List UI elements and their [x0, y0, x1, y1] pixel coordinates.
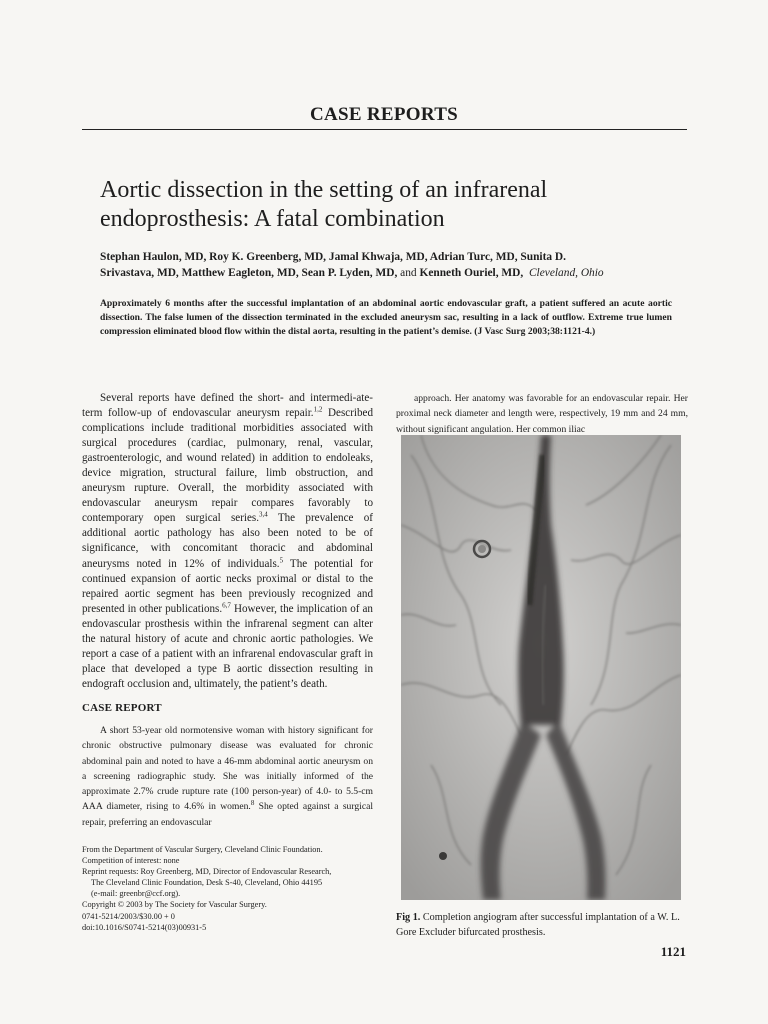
header-rule	[82, 129, 687, 130]
footnote-line: Reprint requests: Roy Greenberg, MD, Director of Endovascular Research,	[82, 867, 332, 877]
angiogram-image	[401, 435, 681, 900]
angiogram-figure	[401, 435, 681, 900]
figure-label: Fig 1.	[396, 912, 421, 923]
authors-line-2	[100, 265, 690, 281]
body-right-column	[396, 391, 688, 437]
author-location: Cleveland, Ohio	[528, 267, 604, 279]
footnote-line: Copyright © 2003 by The Society for Vascular Surgery.	[82, 900, 267, 910]
authors-names: Srivastava, MD, Matthew Eagleton, MD, Sean P. Lyden, MD,	[100, 267, 398, 279]
authors-last: Kenneth Ouriel, MD,	[419, 267, 524, 279]
case-text: A short 53-year old normotensive woman with history significant for chronic obstructive pulmonary disease was evaluated for chronic abdominal pain and noted to have a 46-mm abdominal aortic aneurysm on a screening radiographic study. She was initially informed of the approximate 2.7% crude rupture rate (100 person-year) of 4.0- to 5.5-cm AAA diameter, rising to 4.6% in women.	[82, 725, 373, 813]
figure-caption-text: Completion angiogram after successful implantation of a W. L. Gore Excluder bifurcated prosthesis.	[396, 912, 680, 938]
case-paragraph	[82, 723, 373, 830]
intro-text: Several reports have defined the short- and intermedi-ate-term follow-up of endovascular aneurysm repair.	[82, 392, 373, 420]
intro-text: Described complications include traditional morbidities associated with surgical procedures (cardiac, pulmonary, renal, vascular, gastroenterologic, and wound related) in addition to endoleaks, device migration, structural failure, limb obstruction, and aneurysm rupture. Overall, the morbidity associated with endovascular aneurysm repair compares favorably to contemporary open surgical series.	[82, 407, 373, 525]
figure-caption	[396, 910, 688, 940]
citation: 5	[279, 555, 284, 564]
section-heading: CASE REPORTS	[309, 104, 459, 125]
footnote-line: Competition of interest: none	[82, 856, 180, 866]
case-report-text	[82, 723, 373, 830]
authors-line-1: Stephan Haulon, MD, Roy K. Greenberg, MD, Jamal Khwaja, MD, Adrian Turc, MD, Sunita D.	[100, 251, 566, 263]
citation: 8	[250, 799, 255, 808]
intro-text: The potential for continued expansion of aortic necks proximal or distal to the repaired aortic segment has been previously recognized and presented in other publications.	[82, 557, 373, 615]
footnote-line: doi:10.1016/S0741-5214(03)00931-5	[82, 922, 207, 932]
intro-text: However, the implication of an endovascular prosthesis within the infrarenal segment can alter the natural history of acute and chronic aortic pathologies. We report a case of a patient with an infrarenal endovascular graft in place that developed a type B aortic dissection resulting in endograft occlusion and, ultimately, the patient’s death.	[82, 602, 373, 690]
citation: 6,7	[222, 600, 231, 609]
citation: 1,2	[313, 405, 323, 414]
authors-and: and	[397, 267, 420, 279]
right-column-text: approach. Her anatomy was favorable for an endovascular repair. Her proximal neck diameter and length were, respectively, 19 mm and 24 mm, without significant angulation. Her common iliac	[396, 393, 688, 435]
title-line-1: Aortic dissection in the setting of an infrarenal	[100, 177, 548, 203]
case-text: She opted against a surgical repair, preferring an endovascular	[82, 801, 374, 828]
intro-paragraph	[82, 391, 373, 692]
footnote-line: (e-mail: greenbr@ccf.org).	[91, 889, 181, 899]
author-list	[100, 249, 690, 281]
title-line-2: endoprosthesis: A fatal combination	[100, 206, 445, 232]
footnote-line: 0741-5214/2003/$30.00 + 0	[82, 911, 175, 921]
case-report-heading: CASE REPORT	[82, 702, 162, 714]
abstract: Approximately 6 months after the successful implantation of an abdominal aortic endovascular graft, a patient suffered an acute aortic dissection. The false lumen of the dissection terminated in the excluded aneurysm sac, resulting in a lack of outflow. Extreme true lumen compression eliminated blood flow within the distal aorta, resulting in the patient’s demise. (J Vasc Surg 2003;38:1121-4.)	[100, 298, 672, 337]
footnotes	[82, 844, 382, 933]
footnote-line: The Cleveland Clinic Foundation, Desk S-40, Cleveland, Ohio 44195	[91, 878, 323, 888]
page-number: 1121	[660, 944, 686, 959]
article-title	[100, 176, 700, 234]
footnote-line: From the Department of Vascular Surgery, Cleveland Clinic Foundation.	[82, 845, 323, 854]
citation: 3,4	[259, 510, 268, 519]
intro-text: The prevalence of additional aortic pathology has also been noted to be of significance, with concomitant thoracic and abdominal aneurysms noted in 12% of individuals.	[82, 512, 373, 570]
body-left-column	[82, 391, 373, 692]
